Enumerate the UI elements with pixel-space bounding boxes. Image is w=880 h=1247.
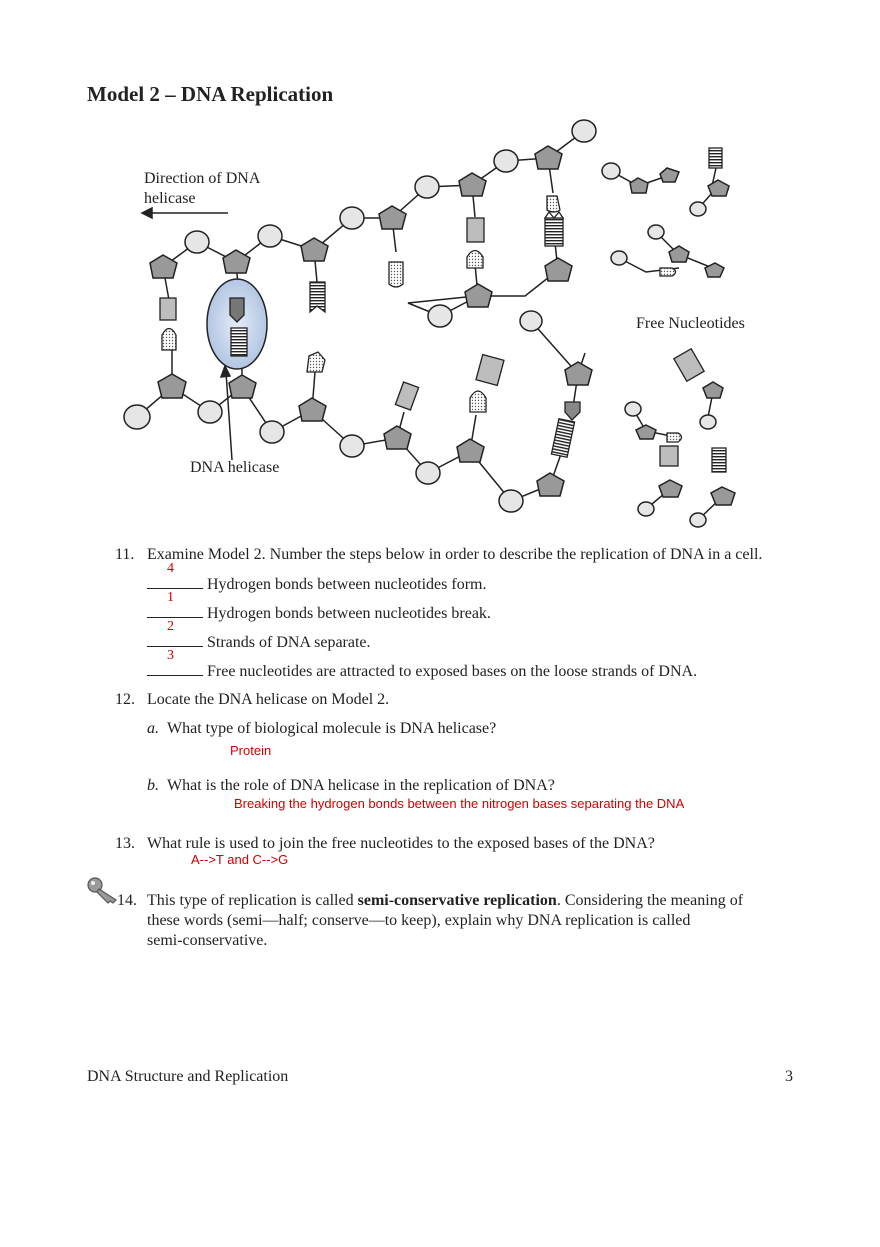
q14-line2: these words (semi—half; conserve—to keep), explain why DNA replication is called	[147, 912, 691, 929]
q13-prompt: What rule is used to join the free nucleotides to the exposed bases of the DNA?	[147, 835, 655, 852]
dna-helicase-label: DNA helicase	[190, 459, 280, 476]
step-answer: 4	[167, 561, 174, 576]
q12a-question: a. What type of biological molecule is DNA helicase?	[147, 720, 497, 737]
q11-prompt: Examine Model 2. Number the steps below in order to describe the replication of DNA in a cell.	[147, 546, 763, 563]
free-nucleotides-label: Free Nucleotides	[636, 315, 745, 332]
page-title: Model 2 – DNA Replication	[87, 82, 334, 106]
answer-blank[interactable]	[147, 561, 203, 589]
q11-number: 11.	[115, 546, 135, 563]
q14-number: 14.	[117, 892, 137, 909]
q11-step: 2 Strands of DNA separate.	[147, 632, 371, 653]
key-icon	[86, 876, 120, 904]
step-answer: 1	[167, 590, 174, 605]
q12-prompt: Locate the DNA helicase on Model 2.	[147, 691, 390, 708]
page-number: 3	[785, 1068, 793, 1085]
q11-step: 3 Free nucleotides are attracted to exposed bases on the loose strands of DNA.	[147, 661, 697, 682]
step-answer: 2	[167, 619, 174, 634]
step-answer: 3	[167, 648, 174, 663]
q13-number: 13.	[115, 835, 135, 852]
q14-line1: This type of replication is called semi-conservative replication. Considering the meaning of	[147, 892, 744, 909]
q11-step: 1 Hydrogen bonds between nucleotides break.	[147, 603, 491, 624]
footer-title: DNA Structure and Replication	[87, 1068, 289, 1085]
q12b-answer[interactable]: Breaking the hydrogen bonds between the nitrogen bases separating the DNA	[234, 796, 685, 811]
answer-blank[interactable]	[147, 590, 203, 618]
q11-step: 4 Hydrogen bonds between nucleotides form.	[147, 574, 486, 595]
dna-replication-figure	[0, 110, 880, 535]
q13-answer[interactable]: A-->T and C-->G	[191, 852, 289, 867]
q12-number: 12.	[115, 691, 135, 708]
answer-blank[interactable]	[147, 648, 203, 676]
q12b-question: b. What is the role of DNA helicase in the replication of DNA?	[147, 777, 555, 794]
answer-blank[interactable]	[147, 619, 203, 647]
q14-line3: semi-conservative.	[147, 932, 268, 949]
helicase-direction-label: Direction of DNA helicase	[144, 170, 261, 207]
q12a-answer[interactable]: Protein	[230, 743, 272, 758]
